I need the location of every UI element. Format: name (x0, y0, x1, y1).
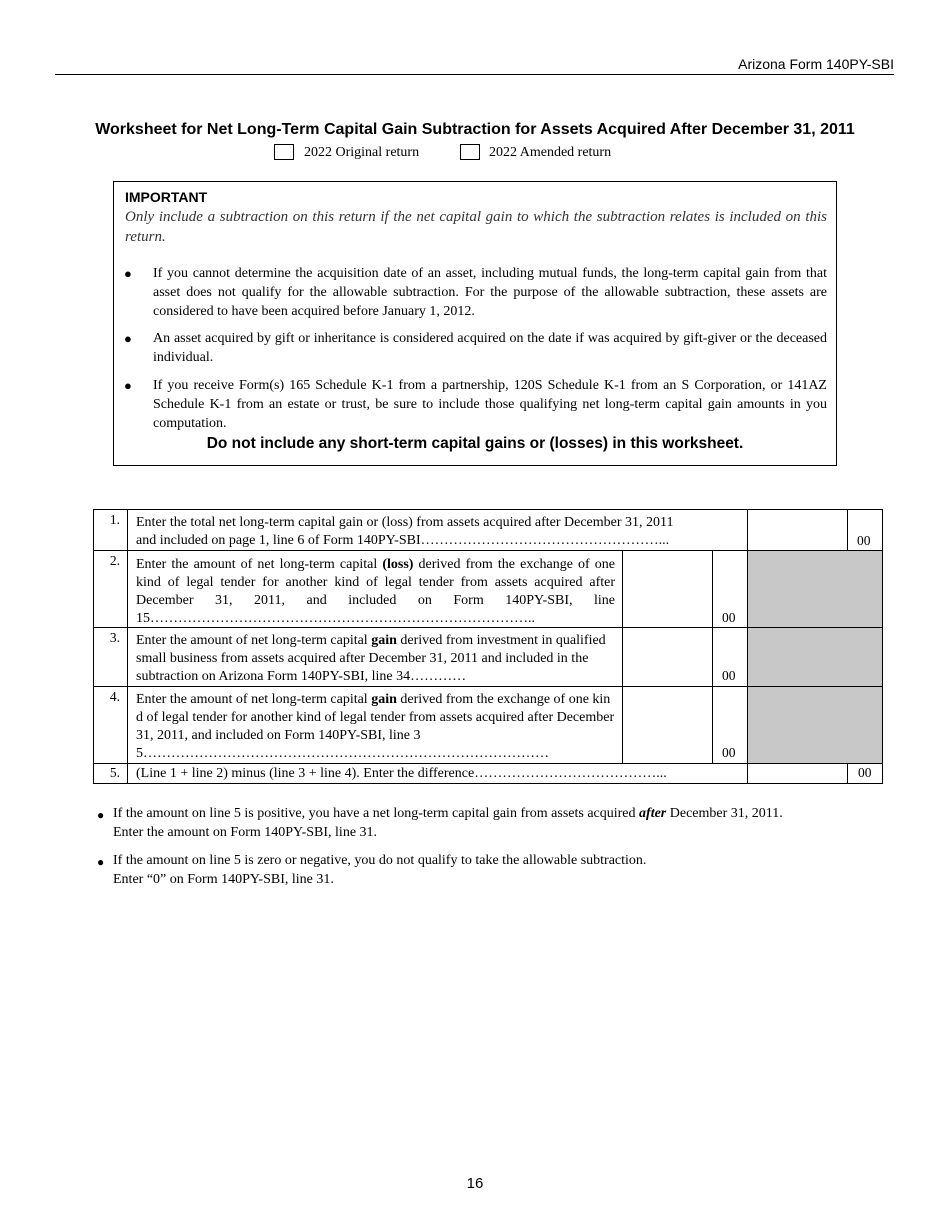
bullet-icon: ● (97, 808, 105, 822)
amended-return-label: 2022 Amended return (489, 145, 612, 160)
line-description-cell (127, 509, 748, 551)
line-number: 3. (109, 630, 120, 645)
line-2-text: Enter the amount of net long-term capital (loss) derived from the exchange of one kind of legal tender for another kind of legal tender from assets acquired after December 31, 2011, and included on Form 140PY-SBI, line 15……………………………………………………………………….. (136, 557, 615, 626)
line-4-amount-input[interactable] (622, 686, 713, 764)
line-5-amount-input[interactable] (747, 763, 848, 784)
line-5-cents-cell (847, 763, 883, 784)
line-2-amount-input[interactable] (622, 550, 713, 628)
line-1-amount-input[interactable] (747, 509, 848, 551)
important-bullet: If you receive Form(s) 165 Schedule K-1 from a partnership, 120S Schedule K-1 from an S Corporation, or 141AZ Schedule K-1 from an estate or trust, be sure to include those qualifying net long-term capital gain amounts in you computation. (153, 378, 827, 431)
line-number-cell (93, 509, 128, 551)
cents-label: 00 (722, 745, 736, 760)
line-number: 1. (109, 512, 120, 527)
bullet-icon: ● (124, 331, 132, 346)
form-identifier: Arizona Form 140PY-SBI (738, 56, 894, 72)
line-description-cell (127, 763, 748, 784)
line-number: 5. (109, 765, 120, 780)
bullet-icon: ● (124, 266, 132, 281)
line-4-text: Enter the amount of net long-term capital gain derived from the exchange of one kind of legal tender for another kind of legal tender from assets acquired after December 31, 2011, and included on Form 140PY-SBI, line 35…………………………………………………………………………… (136, 692, 615, 761)
shaded-cell (747, 627, 883, 687)
line-number-cell (93, 627, 128, 687)
line-3-cents-cell (712, 627, 748, 687)
important-heading: IMPORTANT (125, 189, 208, 205)
original-return-checkbox[interactable] (274, 144, 294, 160)
bullet-icon: ● (97, 855, 105, 869)
line-1-text: Enter the total net long-term capital gain or (loss) from assets acquired after December 31, 2011 and included on page 1, line 6 of Form 140PY-SBI……………………………………………... (136, 515, 674, 548)
line-description-cell (127, 686, 623, 764)
important-note: Do not include any short-term capital gains or (losses) in this worksheet. (206, 435, 744, 452)
line-3-text: Enter the amount of net long-term capital gain derived from investment in qualified small business from assets acquired after December 31, 2011 and included in the subtraction on Arizona Form 140PY-SBI, line 34………… (136, 633, 606, 684)
line-number-cell (93, 550, 128, 628)
original-return-label: 2022 Original return (304, 145, 420, 160)
line-number: 2. (109, 553, 120, 568)
cents-label: 00 (722, 610, 736, 625)
shaded-cell (747, 686, 883, 764)
bullet-icon: ● (124, 378, 132, 393)
page-number: 16 (466, 1175, 484, 1192)
important-notice-box (113, 181, 837, 466)
important-text: Only include a subtraction on this return if the net capital gain to which the subtraction relates is included on this return. (125, 209, 827, 245)
important-bullet: An asset acquired by gift or inheritance is considered acquired on the date if was acquired by gift-giver or the deceased individual. (153, 331, 827, 365)
header-rule (55, 74, 894, 75)
line-description-cell (127, 627, 623, 687)
line-4-cents-cell (712, 686, 748, 764)
instruction-negative: If the amount on line 5 is zero or negative, you do not qualify to take the allowable subtraction. Enter “0” on Form 140PY-SBI, line 31. (113, 853, 647, 887)
line-description-cell (127, 550, 623, 628)
line-2-cents-cell (712, 550, 748, 628)
line-number-cell (93, 686, 128, 764)
amended-return-checkbox[interactable] (460, 144, 480, 160)
important-bullet: If you cannot determine the acquisition date of an asset, including mutual funds, the long-term capital gain from that asset does not qualify for the allowable subtraction. For the purpose of the allowable subtraction, these assets are considered to have been acquired before January 1, 2012. (153, 266, 827, 319)
cents-label: 00 (722, 668, 736, 683)
shaded-cell (747, 550, 883, 628)
cents-label: 00 (857, 533, 871, 548)
line-1-cents-cell (847, 509, 883, 551)
line-number: 4. (109, 689, 120, 704)
instruction-positive: If the amount on line 5 is positive, you have a net long-term capital gain from assets acquired after December 31, 2011. Enter the amount on Form 140PY-SBI, line 31. (113, 806, 783, 840)
line-3-amount-input[interactable] (622, 627, 713, 687)
line-number-cell (93, 763, 128, 784)
line-5-text: (Line 1 + line 2) minus (line 3 + line 4). Enter the difference…………………………………... (136, 766, 667, 781)
worksheet-title: Worksheet for Net Long-Term Capital Gain Subtraction for Assets Acquired After December 31, 2011 (95, 121, 855, 138)
cents-label: 00 (858, 765, 872, 780)
